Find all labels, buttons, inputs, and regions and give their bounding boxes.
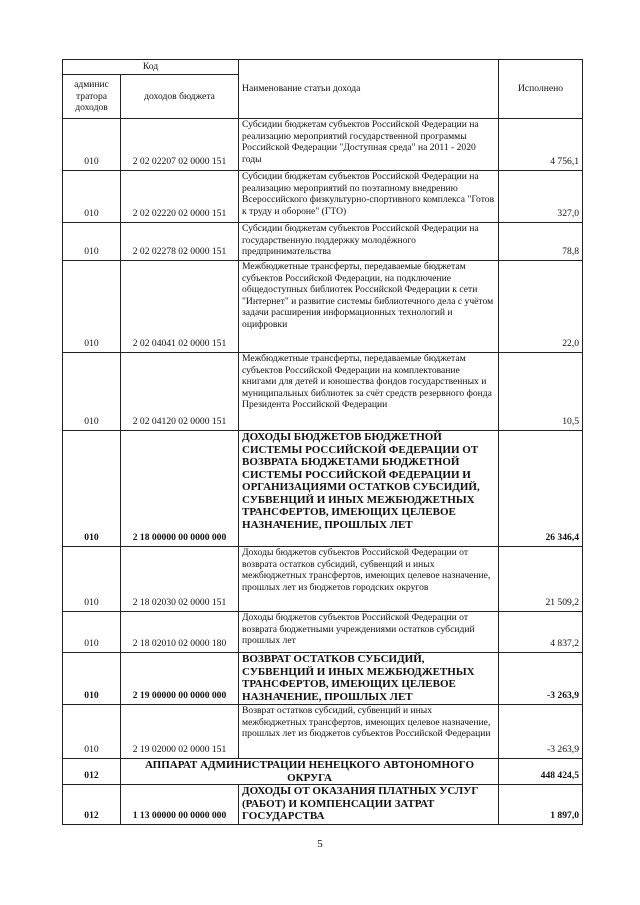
table-row [63, 223, 583, 261]
revenue-code-cell: 2 18 02010 02 0000 180 [121, 612, 239, 653]
amount-cell: 26 346,4 [499, 431, 583, 547]
revenue-name-cell: ВОЗВРАТ ОСТАТКОВ СУБСИДИЙ, СУБВЕНЦИЙ И ИНЫХ МЕЖБЮДЖЕТНЫХ ТРАНСФЕРТОВ, ИМЕЮЩИХ ЦЕЛЕВОЕ НАЗНАЧЕНИЕ, ПРОШЛЫХ ЛЕТ [239, 653, 499, 705]
page-number: 5 [317, 838, 323, 850]
revenue-code-cell: 2 02 04120 02 0000 151 [121, 353, 239, 431]
revenue-code-cell: 1 13 00000 00 0000 000 [121, 785, 239, 825]
revenue-name-cell: Доходы бюджетов субъектов Российской Федерации от возврата остатков субсидий, субвенций и иных межбюджетных трансфертов, имеющих целевое назначение, прошлых лет из бюджетов городских округов [239, 547, 499, 612]
admin-code-cell: 010 [63, 261, 121, 353]
revenue-code-cell: 2 02 02278 02 0000 151 [121, 223, 239, 261]
table-row [63, 171, 583, 223]
admin-code-cell: 010 [63, 547, 121, 612]
revenue-name-cell: Межбюджетные трансферты, передаваемые бюджетам субъектов Российской Федерации на комплектование книгами для детей и юношества фондов государственных и муниципальных библиотек за счёт средств резервного фонда Президента Российской Федерации [239, 353, 499, 431]
amount-cell: 4 837,2 [499, 612, 583, 653]
executed-header: Исполнено [499, 60, 583, 119]
table-row [63, 431, 583, 547]
revenue-code-cell: 2 19 02000 02 0000 151 [121, 705, 239, 759]
amount-cell: 448 424,5 [499, 759, 583, 785]
table-row [63, 653, 583, 705]
revenue-code-cell: 2 02 04041 02 0000 151 [121, 261, 239, 353]
revenue-name-cell: Субсидии бюджетам субъектов Российской Федерации на реализацию мероприятий по поэтапному внедрению Всероссийского физкультурно-спортивного комплекса "Готов к труду и обороне" (ГТО) [239, 171, 499, 223]
admin-code-cell: 012 [63, 785, 121, 825]
admin-code-cell: 010 [63, 612, 121, 653]
admin-code-cell: 010 [63, 653, 121, 705]
admin-code-cell: 010 [63, 223, 121, 261]
admin-code-header: админис тратора доходов [63, 75, 121, 119]
organization-name-cell: АППАРАТ АДМИНИСТРАЦИИ НЕНЕЦКОГО АВТОНОМНОГО ОКРУГА [121, 759, 499, 785]
revenue-name-cell: Субсидии бюджетам субъектов Российской Федерации на реализацию мероприятий государственной программы Российской Федерации "Доступная среда" на 2011 - 2020 годы [239, 119, 499, 171]
revenue-name-cell: ДОХОДЫ БЮДЖЕТОВ БЮДЖЕТНОЙ СИСТЕМЫ РОССИЙСКОЙ ФЕДЕРАЦИИ ОТ ВОЗВРАТА БЮДЖЕТАМИ БЮДЖЕТНОЙ СИСТЕМЫ РОССИЙСКОЙ ФЕДЕРАЦИИ И ОРГАНИЗАЦИЯМИ ОСТАТКОВ СУБСИДИЙ, СУБВЕНЦИЙ И ИНЫХ МЕЖБЮДЖЕТНЫХ ТРАНСФЕРТОВ, ИМЕЮЩИХ ЦЕЛЕВОЕ НАЗНАЧЕНИЕ, ПРОШЛЫХ ЛЕТ [239, 431, 499, 547]
admin-code-cell: 010 [63, 431, 121, 547]
table-row [63, 759, 583, 785]
table-row [63, 785, 583, 825]
revenue-code-cell: 2 18 02030 02 0000 151 [121, 547, 239, 612]
revenue-name-cell: Доходы бюджетов субъектов Российской Федерации от возврата бюджетными учреждениями остатков субсидий прошлых лет [239, 612, 499, 653]
amount-cell: 10,5 [499, 353, 583, 431]
revenue-table [62, 59, 583, 825]
table-row [63, 705, 583, 759]
table-row [63, 547, 583, 612]
table-row [63, 119, 583, 171]
revenue-name-cell: Возврат остатков субсидий, субвенций и иных межбюджетных трансфертов, имеющих целевое назначение, прошлых лет из бюджетов субъектов Российской Федерации [239, 705, 499, 759]
amount-cell: 78,8 [499, 223, 583, 261]
amount-cell: 4 756,1 [499, 119, 583, 171]
revenue-code-cell: 2 18 00000 00 0000 000 [121, 431, 239, 547]
amount-cell: -3 263,9 [499, 653, 583, 705]
code-group-header: Код [63, 60, 239, 75]
admin-code-cell: 010 [63, 353, 121, 431]
admin-code-cell: 010 [63, 171, 121, 223]
admin-code-cell: 012 [63, 759, 121, 785]
name-header: Наименование статьи дохода [239, 60, 499, 119]
revenue-code-cell: 2 19 00000 00 0000 000 [121, 653, 239, 705]
amount-cell: -3 263,9 [499, 705, 583, 759]
admin-code-cell: 010 [63, 119, 121, 171]
revenue-name-cell: ДОХОДЫ ОТ ОКАЗАНИЯ ПЛАТНЫХ УСЛУГ (РАБОТ) И КОМПЕНСАЦИИ ЗАТРАТ ГОСУДАРСТВА [239, 785, 499, 825]
amount-cell: 22,0 [499, 261, 583, 353]
revenue-code-cell: 2 02 02220 02 0000 151 [121, 171, 239, 223]
admin-code-cell: 010 [63, 705, 121, 759]
table-row [63, 261, 583, 353]
revenue-name-cell: Субсидии бюджетам субъектов Российской Федерации на государственную поддержку молодёжного предпринимательства [239, 223, 499, 261]
table-row [63, 612, 583, 653]
table-row [63, 353, 583, 431]
revenue-code-header: доходов бюджета [121, 75, 239, 119]
amount-cell: 327,0 [499, 171, 583, 223]
revenue-name-cell: Межбюджетные трансферты, передаваемые бюджетам субъектов Российской Федерации, на подключение общедоступных библиотек Российской Федерации к сети "Интернет" и развитие системы библиотечного дела с учётом задачи расширения информационных технологий и оцифровки [239, 261, 499, 353]
amount-cell: 1 897,0 [499, 785, 583, 825]
revenue-code-cell: 2 02 02207 02 0000 151 [121, 119, 239, 171]
amount-cell: 21 509,2 [499, 547, 583, 612]
